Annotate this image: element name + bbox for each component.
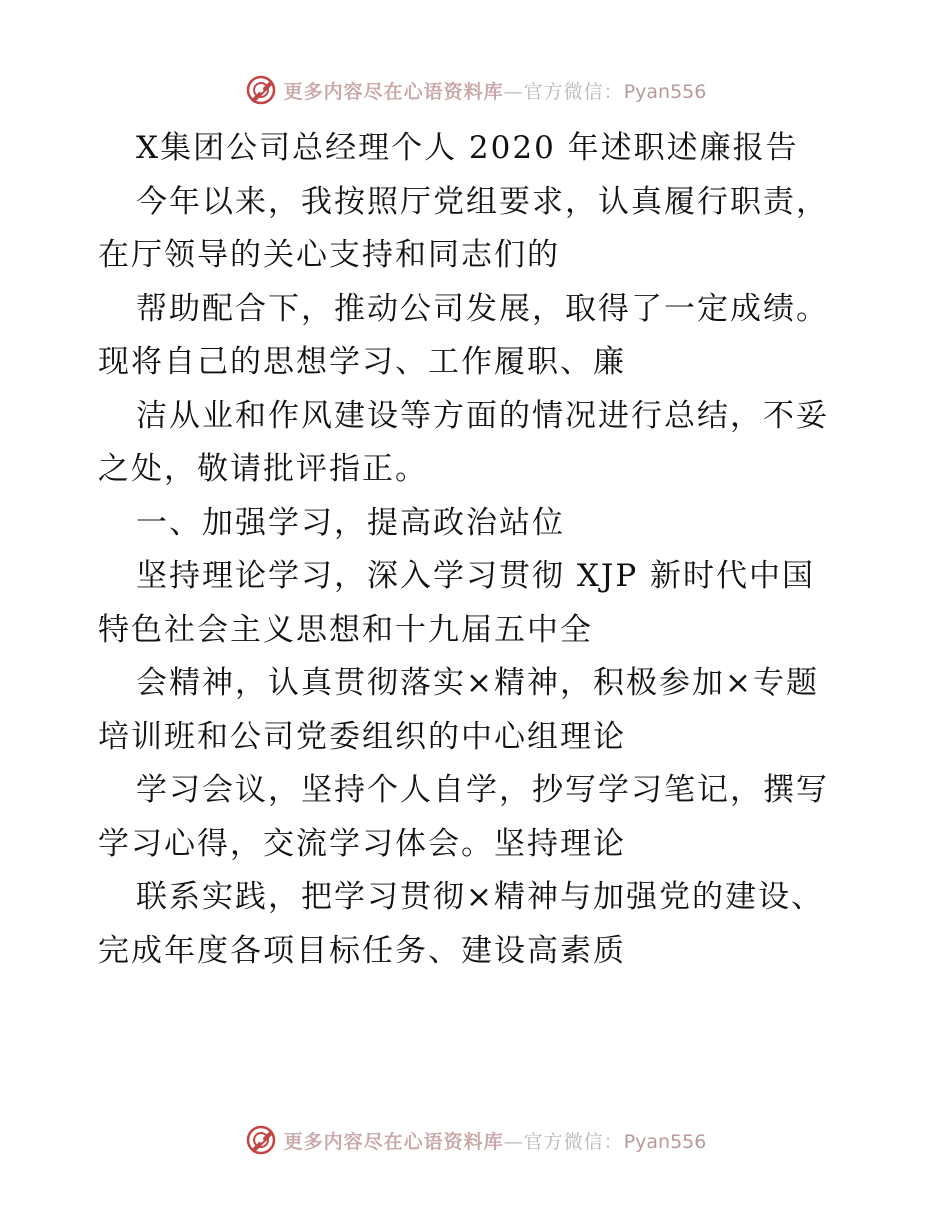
document-body	[98, 122, 858, 978]
text-line: 在厅领导的关心支持和同志们的	[98, 237, 560, 273]
text-line: 完成年度各项目标任务、建设高素质	[98, 932, 626, 969]
document-paragraphs	[98, 176, 858, 979]
watermark-text: 更多内容尽在心语资料库—官方微信：Pyan556	[283, 80, 707, 103]
document-title: X集团公司总经理个人 2020 年述职述廉报告	[136, 130, 799, 166]
watermark-text: 更多内容尽在心语资料库—官方微信：Pyan556	[283, 1130, 707, 1153]
text-line: 坚持理论学习，深入学习贯彻 XJP 新时代中国	[136, 558, 816, 594]
text-line: 会精神，认真贯彻落实×精神，积极参加×专题	[136, 665, 819, 701]
text-line: 现将自己的思想学习、工作履职、廉	[98, 344, 626, 380]
text-line: 洁从业和作风建设等方面的情况进行总结，不妥	[136, 397, 829, 434]
text-line: 特色社会主义思想和十九届五中全	[98, 611, 593, 648]
text-line: 帮助配合下，推动公司发展，取得了一定成绩。	[136, 290, 829, 327]
text-line: 培训班和公司党委组织的中心组理论	[98, 718, 626, 755]
text-line: 今年以来，我按照厅党组要求，认真履行职责，	[136, 183, 829, 220]
text-line: 学习心得，交流学习体会。坚持理论	[98, 825, 626, 862]
text-line: 之处，敬请批评指正。	[98, 451, 428, 487]
text-line: 学习会议，坚持个人自学，抄写学习笔记，撰写	[136, 772, 829, 808]
brand-logo-icon	[244, 73, 278, 107]
brand-logo-icon	[244, 1123, 278, 1157]
text-line: 联系实践，把学习贯彻×精神与加强党的建设、	[136, 879, 824, 915]
footer-watermark	[0, 1120, 950, 1160]
header-watermark	[0, 70, 950, 110]
text-line: 一、加强学习，提高政治站位	[136, 504, 565, 541]
